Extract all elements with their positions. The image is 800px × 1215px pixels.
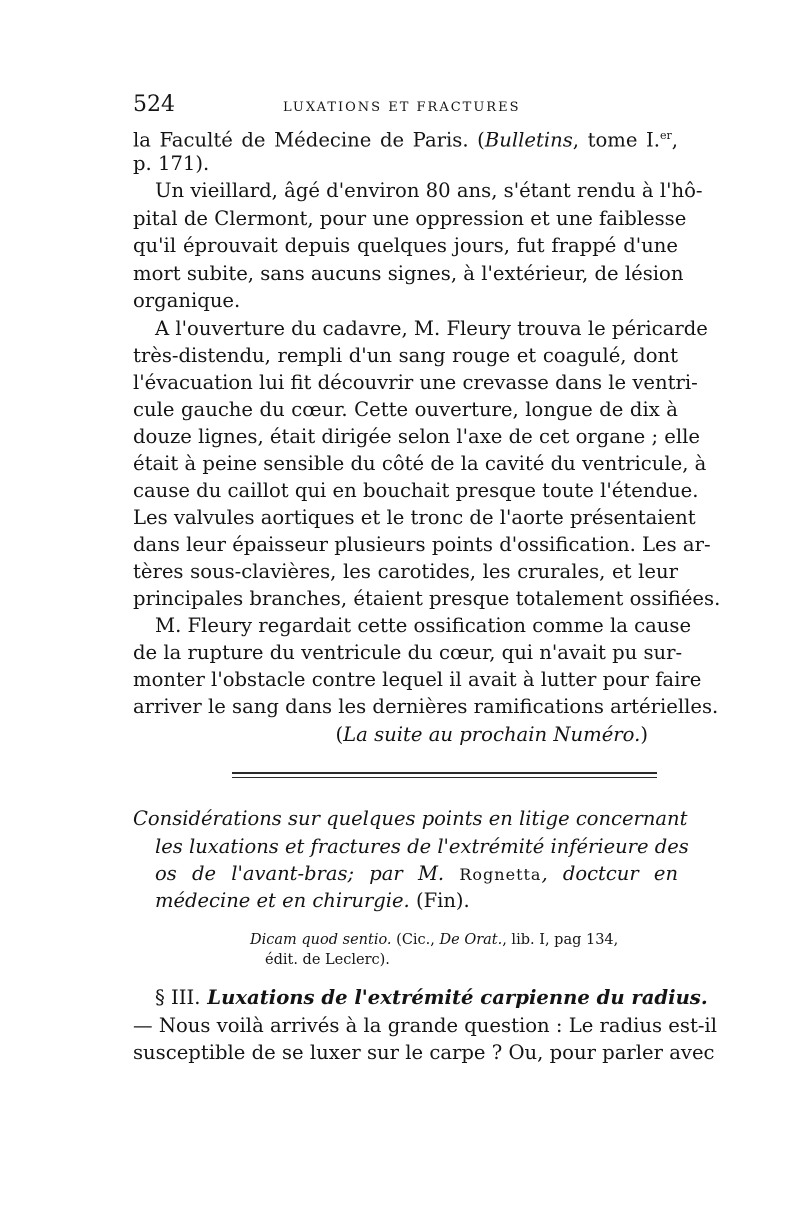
section-heading: § III. Luxations de l'extrémité carpienne du radius. — [155, 986, 708, 1009]
title-line: les luxations et fractures de l'extrémité inférieure des — [155, 835, 689, 858]
text-line: principales branches, étaient presque totalement ossifiées. — [133, 587, 721, 610]
text-line: Un vieillard, âgé d'environ 80 ans, s'étant rendu à l'hô- — [155, 179, 703, 202]
continuation-note: (La suite au prochain Numéro.) — [335, 723, 648, 746]
text-line: la Faculté de Médecine de Paris. (Bulletins, tome I.$^{er}$, — [133, 128, 679, 152]
text-line: organique. — [133, 289, 241, 312]
title-line: Considérations sur quelques points en litige concernant — [133, 807, 688, 830]
page-header — [133, 92, 678, 120]
text-line: était à peine sensible du côté de la cavité du ventricule, à — [133, 452, 707, 475]
epigraph-line: édit. de Leclerc). — [265, 952, 390, 968]
running-head: LUXATIONS ET FRACTURES — [283, 100, 521, 115]
text-line: pital de Clermont, pour une oppression et une faiblesse — [133, 207, 687, 230]
text-line: A l'ouverture du cadavre, M. Fleury trouva le péricarde — [155, 317, 708, 340]
text-line: — Nous voilà arrivés à la grande question : Le radius est-il — [133, 1014, 717, 1037]
text-line: arriver le sang dans les dernières ramifications artérielles. — [133, 695, 719, 718]
section-divider — [232, 772, 657, 774]
text-line: tères sous-clavières, les carotides, les crurales, et leur — [133, 560, 678, 583]
title-line: médecine et en chirurgie. (Fin). — [155, 889, 470, 912]
epigraph-line: Dicam quod sentio. (Cic., De Orat., lib. I, pag 134, — [250, 932, 619, 948]
text-line: l'évacuation lui fit découvrir une crevasse dans le ventri- — [133, 371, 698, 394]
text-line: M. Fleury regardait cette ossification comme la cause — [155, 614, 692, 637]
section-divider-thin — [232, 777, 657, 778]
title-line: os de l'avant-bras; par M. Rognetta, doctcur en — [155, 862, 679, 885]
text-line: douze lignes, était dirigée selon l'axe de cet organe ; elle — [133, 425, 701, 448]
page-number: 524 — [133, 92, 175, 117]
text-line: monter l'obstacle contre lequel il avait à lutter pour faire — [133, 668, 702, 691]
text-line: p. 171). — [133, 152, 210, 175]
author-name: Rognetta — [459, 865, 542, 884]
text-line: qu'il éprouvait depuis quelques jours, fut frappé d'une — [133, 234, 678, 257]
text-line: susceptible de se luxer sur le carpe ? Ou, pour parler avec — [133, 1041, 715, 1064]
text-line: très-distendu, rempli d'un sang rouge et coagulé, dont — [133, 344, 678, 367]
text-line: Les valvules aortiques et le tronc de l'aorte présentaient — [133, 506, 696, 529]
text-line: cule gauche du cœur. Cette ouverture, longue de dix à — [133, 398, 678, 421]
text-line: de la rupture du ventricule du cœur, qui n'avait pu sur- — [133, 641, 683, 664]
text-line: mort subite, sans aucuns signes, à l'extérieur, de lésion — [133, 262, 684, 285]
text-line: cause du caillot qui en bouchait presque toute l'étendue. — [133, 479, 699, 502]
text-line: dans leur épaisseur plusieurs points d'ossification. Les ar- — [133, 533, 711, 556]
